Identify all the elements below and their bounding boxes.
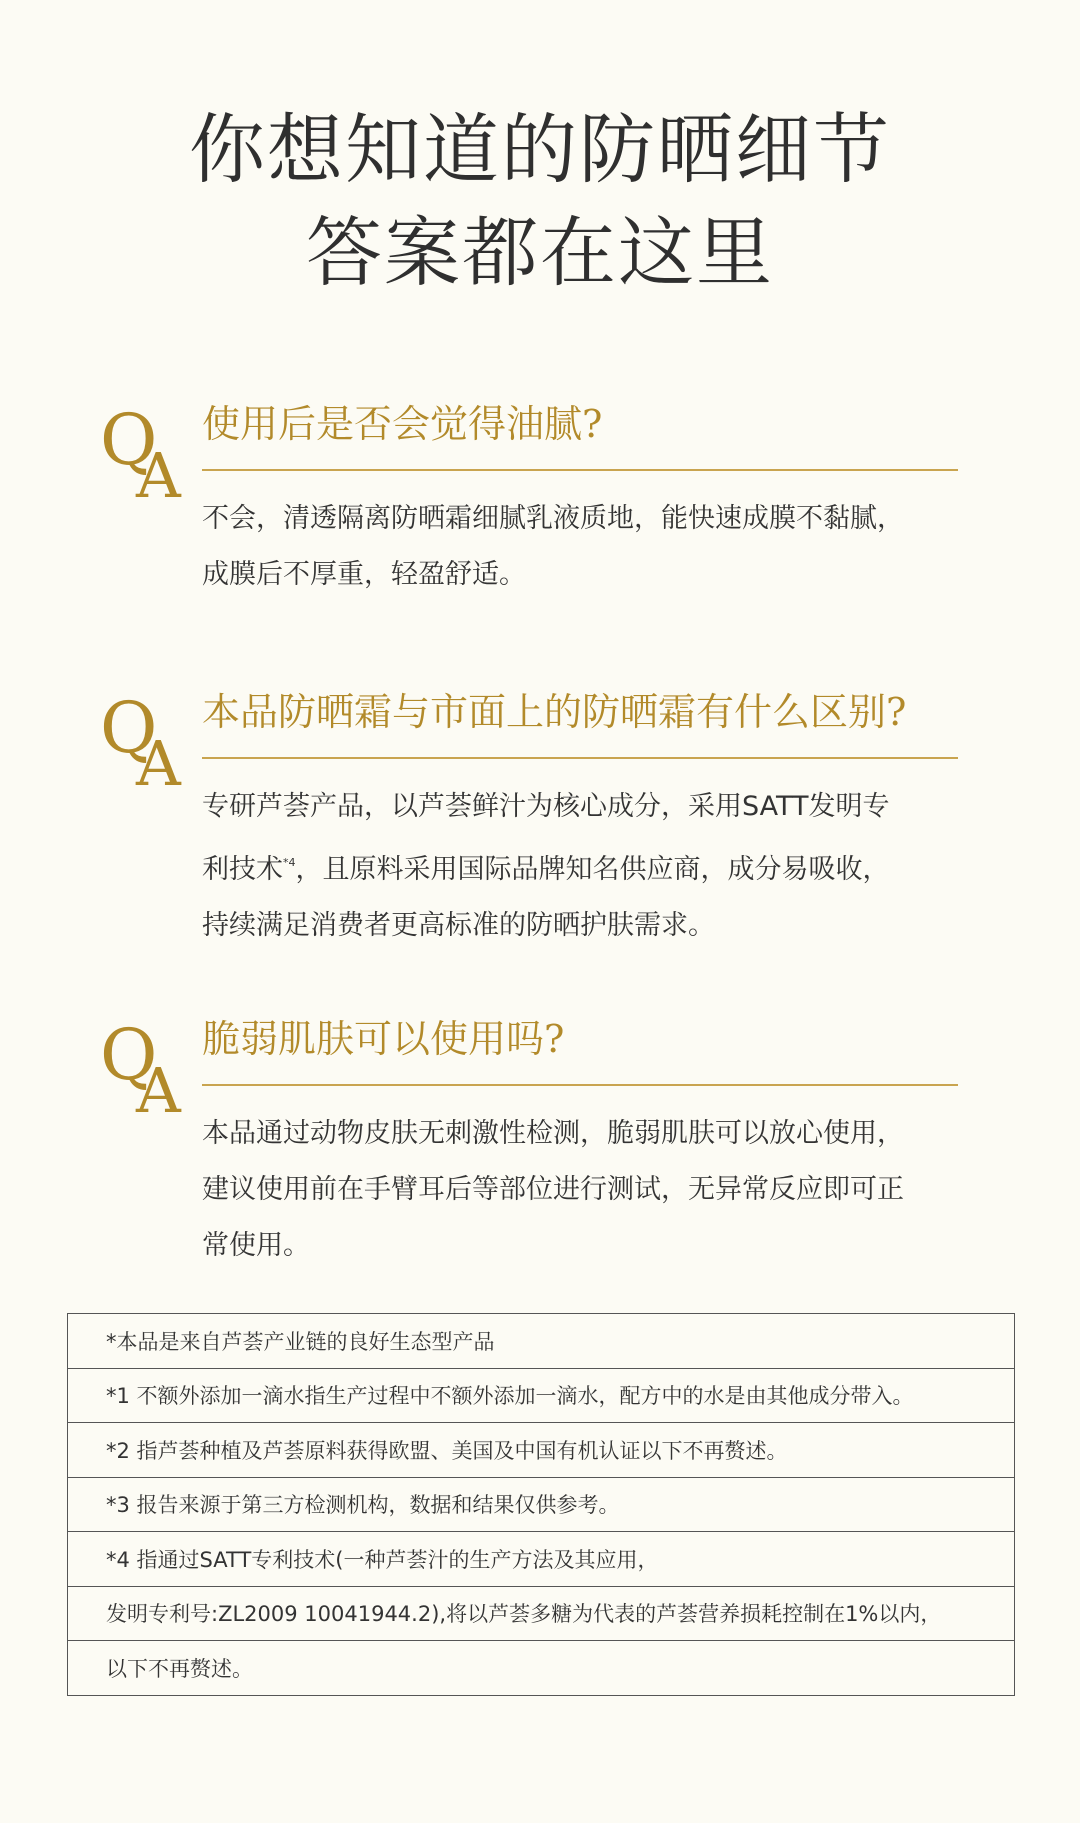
answer-line: 本品通过动物皮肤无刺激性检测，脆弱肌肤可以放心使用， — [202, 1118, 904, 1149]
table-row — [68, 1532, 1015, 1587]
answer-line: 专研芦荟产品，以芦荟鲜汁为核心成分，采用SATT发明专 — [202, 791, 890, 822]
qa-mark-q: Q — [100, 687, 158, 769]
table-row — [68, 1314, 1015, 1369]
table-row — [68, 1586, 1015, 1641]
question-text: 本品防晒霜与市面上的防晒霜有什么区别? — [202, 690, 907, 734]
answer-line: 成膜后不厚重，轻盈舒适。 — [202, 559, 526, 590]
footnote-ref: *4 — [283, 856, 296, 869]
page-title-line-2: 答案都在这里 — [306, 208, 774, 297]
footnote-cell: *4 指通过SATT专利技术(一种芦荟汁的生产方法及其应用， — [68, 1532, 1015, 1587]
answer-text — [202, 1106, 992, 1274]
table-row — [68, 1641, 1015, 1696]
table-row — [68, 1477, 1015, 1532]
question-text: 脆弱肌肤可以使用吗? — [202, 1017, 565, 1061]
table-row — [68, 1423, 1015, 1478]
answer-text — [202, 491, 992, 603]
answer-line: 建议使用前在手臂耳后等部位进行测试，无异常反应即可正 — [202, 1174, 904, 1205]
qa-mark-a: A — [136, 439, 181, 512]
question-divider — [202, 757, 958, 759]
answer-fragment: ，且原料采用国际品牌知名供应商，成分易吸收， — [295, 854, 890, 885]
answer-text — [202, 779, 992, 954]
footnote-cell: *本品是来自芦荟产业链的良好生态型产品 — [106, 1329, 495, 1354]
footnote-cell: *2 指芦荟种植及芦荟原料获得欧盟、美国及中国有机认证以下不再赘述。 — [68, 1423, 1015, 1478]
qa-mark-a: A — [136, 727, 181, 800]
footnote-cell: 以下不再赘述。 — [68, 1641, 1015, 1696]
answer-fragment: 利技术 — [202, 854, 283, 885]
footnote-cell: 发明专利号:ZL2009 10041944.2),将以芦荟多糖为代表的芦荟营养损耗控制在1%以内， — [68, 1586, 1015, 1641]
question-divider — [202, 469, 958, 471]
qa-mark-q: Q — [100, 399, 158, 481]
footnote-cell: *3 报告来源于第三方检测机构，数据和结果仅供参考。 — [68, 1477, 1015, 1532]
qa-logo-icon — [100, 687, 200, 803]
page-title-line-1: 你想知道的防晒细节 — [189, 105, 891, 194]
qa-logo-icon — [100, 399, 200, 515]
footnotes-table — [67, 1313, 1015, 1696]
answer-line: 常使用。 — [202, 1230, 310, 1261]
question-divider — [202, 1084, 958, 1086]
qa-mark-q: Q — [100, 1014, 158, 1096]
answer-line: 持续满足消费者更高标准的防晒护肤需求。 — [202, 910, 715, 941]
qa-logo-icon — [100, 1014, 200, 1130]
answer-line: 不会，清透隔离防晒霜细腻乳液质地，能快速成膜不黏腻， — [202, 503, 904, 534]
answer-line — [202, 835, 992, 898]
table-row — [68, 1368, 1015, 1423]
footnote-cell: *1 不额外添加一滴水指生产过程中不额外添加一滴水，配方中的水是由其他成分带入。 — [68, 1368, 1015, 1423]
question-text: 使用后是否会觉得油腻? — [202, 402, 603, 446]
qa-mark-a: A — [136, 1054, 181, 1127]
